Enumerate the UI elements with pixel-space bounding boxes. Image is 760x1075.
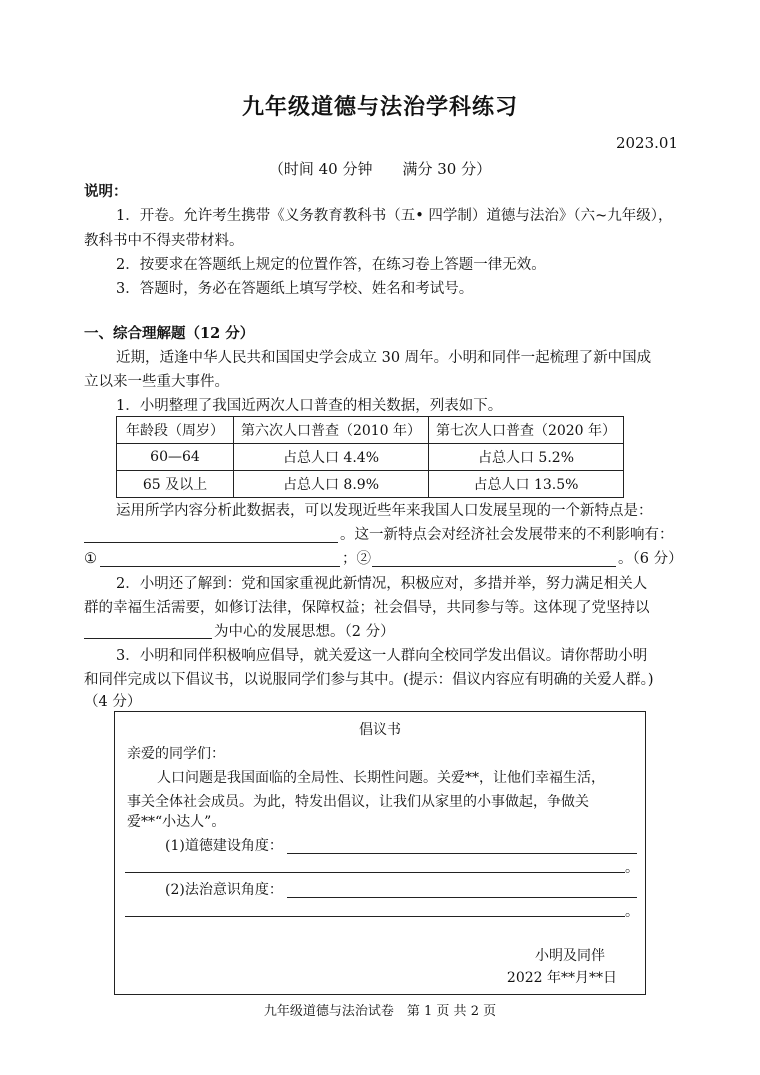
q3-line: （4 分） <box>84 694 142 710</box>
period-mark: 。 <box>625 860 639 876</box>
instruction-line: 3．答题时，务必在答题纸上填写学校、姓名和考试号。 <box>116 281 474 297</box>
q1-text-line: 。这一新特点会对经济社会发展带来的不利影响有： <box>340 527 674 543</box>
table-row <box>117 444 624 471</box>
answer-blank[interactable] <box>287 853 637 854</box>
q2-line: 为中心的发展思想。（2 分） <box>214 624 395 640</box>
answer-blank[interactable] <box>84 542 338 543</box>
table-cell: 占总人口 5.2% <box>429 444 624 471</box>
instruction-line: 1．开卷。允许考生携带《义务教育教科书（五• 四学制）道德与法治》（六~九年级）， <box>116 208 673 224</box>
q1-mark-1: ① <box>84 551 97 567</box>
proposal-body: 事关全体社会成员。为此，特发出倡议，让我们从家里的小事做起，争做关 <box>127 794 589 810</box>
period-mark: 。 <box>625 904 639 920</box>
q3-line: 和同伴完成以下倡议书，以说服同学们参与其中。(提示：倡议内容应有明确的关爱人群。) <box>84 672 654 688</box>
table-cell: 占总人口 13.5% <box>429 471 624 498</box>
answer-blank[interactable] <box>100 566 340 567</box>
exam-date: 2023.01 <box>615 134 678 152</box>
proposal-item-2: (2)法治意识角度： <box>165 882 283 898</box>
q2-line: 2．小明还了解到：党和国家重视此新情况，积极应对，多措并举，努力满足相关人 <box>116 576 648 592</box>
answer-blank[interactable] <box>125 872 625 873</box>
answer-blank[interactable] <box>287 897 637 898</box>
q1-mark-2: ；② <box>342 551 371 567</box>
proposal-box <box>114 711 646 995</box>
proposal-item-1: (1)道德建设角度： <box>165 838 283 854</box>
table-cell: 60—64 <box>117 444 234 471</box>
intro-line: 立以来一些重大事件。 <box>84 374 229 390</box>
proposal-greeting: 亲爱的同学们： <box>127 746 225 762</box>
question-1: 1．小明整理了我国近两次人口普查的相关数据，列表如下。 <box>116 398 503 414</box>
q1-text-line: 运用所学内容分析此数据表，可以发现近些年来我国人口发展呈现的一个新特点是： <box>116 503 653 519</box>
proposal-signature: 小明及同伴 <box>535 948 605 964</box>
table-cell: 65 及以上 <box>117 471 234 498</box>
q2-line: 群的幸福生活需要，如修订法律，保障权益；社会倡导，共同参与等。这体现了党坚持以 <box>84 600 650 616</box>
table-header-cell: 第七次人口普查（2020 年） <box>429 417 624 444</box>
instructions-label: 说明： <box>84 183 128 200</box>
proposal-body: 人口问题是我国面临的全局性、长期性问题。关爱**，让他们幸福生活， <box>157 770 605 786</box>
table-header-cell: 第六次人口普查（2010 年） <box>234 417 429 444</box>
table-header-cell: 年龄段（周岁） <box>117 417 234 444</box>
proposal-body: 爱**“小达人”。 <box>127 814 226 830</box>
answer-blank[interactable] <box>372 566 616 567</box>
answer-blank[interactable] <box>84 638 212 639</box>
table-cell: 占总人口 8.9% <box>234 471 429 498</box>
answer-blank[interactable] <box>125 916 625 917</box>
section-heading: 一、综合理解题（12 分） <box>84 325 255 342</box>
page-footer: 九年级道德与法治试卷 第 1 页 共 2 页 <box>263 1004 497 1019</box>
table-cell: 占总人口 4.4% <box>234 444 429 471</box>
proposal-date: 2022 年**月**日 <box>506 970 617 986</box>
table-header-row <box>117 417 624 444</box>
time-info: （时间 40 分钟 满分 30 分） <box>268 160 492 178</box>
instruction-line: 教科书中不得夹带材料。 <box>84 233 244 249</box>
intro-line: 近期，适逢中华人民共和国国史学会成立 30 周年。小明和同伴一起梳理了新中国成 <box>116 350 652 366</box>
page-title: 九年级道德与法治学科练习 <box>241 94 518 120</box>
q3-line: 3．小明和同伴积极响应倡导，就关爱这一人群向全校同学发出倡议。请你帮助小明 <box>116 648 648 664</box>
table-row <box>117 471 624 498</box>
q1-score: 。（6 分） <box>618 551 683 567</box>
proposal-title: 倡议书 <box>359 722 401 738</box>
census-table <box>116 416 624 498</box>
instruction-line: 2．按要求在答题纸上规定的位置作答，在练习卷上答题一律无效。 <box>116 257 546 273</box>
